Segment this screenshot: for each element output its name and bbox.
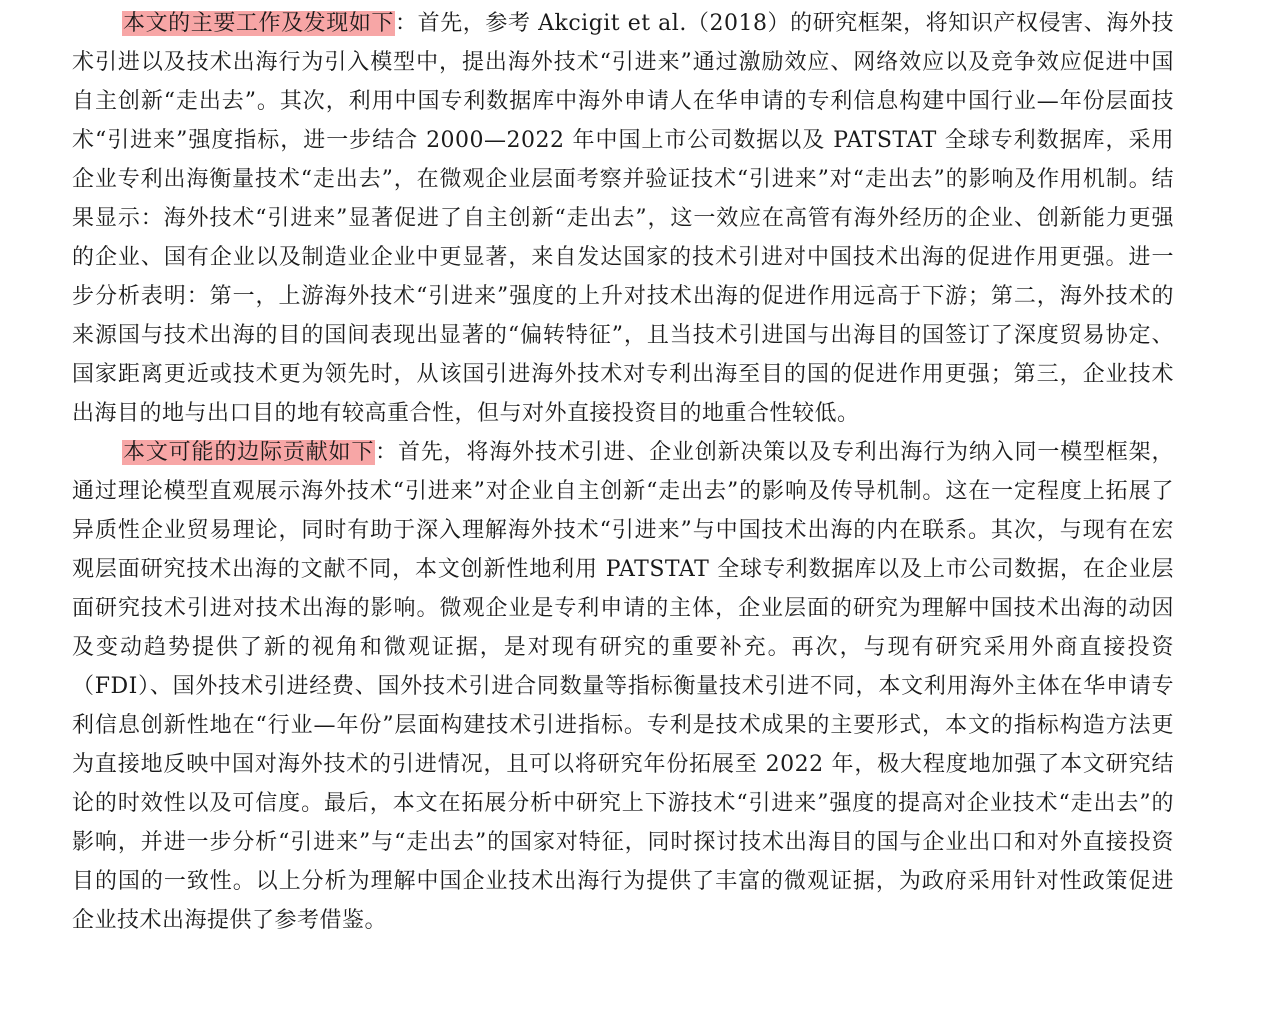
paper-body bbox=[72, 4, 1174, 940]
paragraph-main-work bbox=[72, 4, 1174, 433]
paragraph-contributions-text: ：首先，将海外技术引进、企业创新决策以及专利出海行为纳入同一模型框架，通过理论模型直观展示海外技术“引进来”对企业自主创新“走出去”的影响及传导机制。这在一定程度上拓展了异质性企业贸易理论，同时有助于深入理解海外技术“引进来”与中国技术出海的内在联系。其次，与现有在宏观层面研究技术出海的文献不同，本文创新性地利用 PATSTAT 全球专利数据库以及上市公司数据，在企业层面研究技术引进对技术出海的影响。微观企业是专利申请的主体，企业层面的研究为理解中国技术出海的动因及变动趋势提供了新的视角和微观证据，是对现有研究的重要补充。再次，与现有研究采用外商直接投资（FDI）、国外技术引进经费、国外技术引进合同数量等指标衡量技术引进不同，本文利用海外主体在华申请专利信息创新性地在“行业—年份”层面构建技术引进指标。专利是技术成果的主要形式，本文的指标构造方法更为直接地反映中国对海外技术的引进情况，且可以将研究年份拓展至 2022 年，极大程度地加强了本文研究结论的时效性以及可信度。最后，本文在拓展分析中研究上下游技术“引进来”强度的提高对企业技术“走出去”的影响，并进一步分析“引进来”与“走出去”的国家对特征，同时探讨技术出海目的国与企业出口和对外直接投资目的国的一致性。以上分析为理解中国企业技术出海行为提供了丰富的微观证据，为政府采用针对性政策促进企业技术出海提供了参考借鉴。 bbox=[72, 440, 1174, 933]
paragraph-main-work-text: ：首先，参考 Akcigit et al.（2018）的研究框架，将知识产权侵害、海外技术引进以及技术出海行为引入模型中，提出海外技术“引进来”通过激励效应、网络效应以及竞争效应促进中国自主创新“走出去”。其次，利用中国专利数据库中海外申请人在华申请的专利信息构建中国行业—年份层面技术“引进来”强度指标，进一步结合 2000—2022 年中国上市公司数据以及 PATSTAT 全球专利数据库，采用企业专利出海衡量技术“走出去”，在微观企业层面考察并验证技术“引进来”对“走出去”的影响及作用机制。结果显示：海外技术“引进来”显著促进了自主创新“走出去”，这一效应在高管有海外经历的企业、创新能力更强的企业、国有企业以及制造业企业中更显著，来自发达国家的技术引进对中国技术出海的促进作用更强。进一步分析表明：第一，上游海外技术“引进来”强度的上升对技术出海的促进作用远高于下游；第二，海外技术的来源国与技术出海的目的国间表现出显著的“偏转特征”，且当技术引进国与出海目的国签订了深度贸易协定、国家距离更近或技术更为领先时，从该国引进海外技术对专利出海至目的国的促进作用更强；第三，企业技术出海目的地与出口目的地有较高重合性，但与对外直接投资目的地重合性较低。 bbox=[72, 11, 1174, 426]
highlighted-heading-main-work: 本文的主要工作及发现如下 bbox=[123, 11, 395, 36]
paragraph-contributions bbox=[72, 433, 1174, 940]
highlighted-heading-contributions: 本文可能的边际贡献如下 bbox=[123, 440, 375, 465]
